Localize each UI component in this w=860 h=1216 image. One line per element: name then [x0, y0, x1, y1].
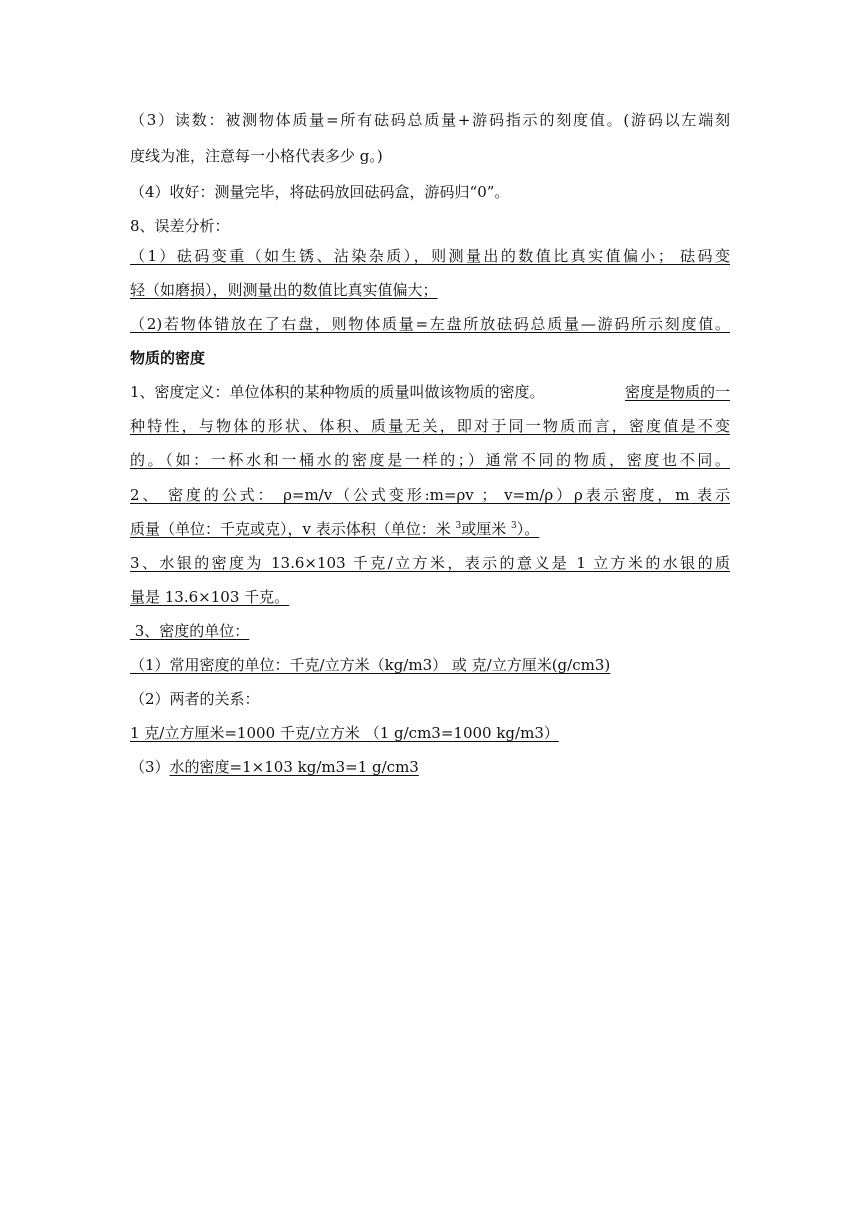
text-line-water-density — [130, 757, 419, 777]
text-line-density-units — [130, 519, 539, 539]
text-line-density-example: 的。（如：一杯水和一桶水的密度是一样的；）通常不同的物质，密度也不同。 — [130, 451, 730, 469]
text-line-density-def — [130, 382, 730, 402]
superscript-3: 3 — [455, 521, 462, 531]
water-density-value: 水的密度=1×103 kg/m3=1 g/cm3 — [169, 758, 419, 776]
text-line-density-formula: 2、 密度的公式： ρ=m/v（公式变形:m=ρv ； v=m/ρ）ρ表示密度，m 表示 — [130, 486, 730, 504]
units-part-1: 质量（单位：千克或克），v 表示体积（单位：米 — [130, 520, 456, 538]
text-line-conversion: 1 克/立方厘米=1000 千克/立方米 （1 g/cm3=1000 kg/m3） — [130, 724, 559, 742]
units-part-3: ）。 — [516, 520, 540, 538]
density-def-plain: 1、密度定义：单位体积的某种物质的质量叫做该物质的密度。 — [130, 383, 545, 401]
section-heading-density: 物质的密度 — [130, 349, 206, 367]
text-line-relation: （2）两者的关系： — [130, 690, 260, 708]
text-line-mercury: 3、水银的密度为 13.6×103 千克/立方米，表示的意义是 1 立方米的水银的质 — [130, 554, 730, 572]
density-def-underlined: 密度是物质的一 — [624, 383, 730, 401]
text-line-common-units: （1）常用密度的单位：千克/立方米（kg/m3） 或 克/立方厘米(g/cm3) — [130, 656, 611, 674]
text-line-density-property: 种特性，与物体的形状、体积、质量无关，即对于同一物质而言，密度值是不变 — [130, 417, 730, 435]
text-line-density-unit-heading: 3、密度的单位： — [130, 622, 250, 640]
superscript-3: 3 — [511, 521, 517, 531]
text-line-reading-cont: 度线为准，注意每一小格代表多少 g。) — [130, 147, 383, 165]
text-line-reading: （3）读数：被测物体质量=所有砝码总质量+游码指示的刻度值。(游码以左端刻 — [130, 111, 730, 129]
text-line-error-2: （2)若物体错放在了右盘，则物体质量=左盘所放砝码总质量—游码所示刻度值。 — [130, 315, 730, 333]
text-line-error-1-cont: 轻（如磨损），则测量出的数值比真实值偏大； — [130, 281, 438, 299]
text-line-error-1: （1）砝码变重（如生锈、沾染杂质），则测量出的数值比真实值偏小； 砝码变 — [130, 247, 730, 265]
water-density-prefix: （3） — [130, 758, 170, 776]
section-error-analysis: 8、误差分析： — [130, 217, 230, 235]
text-line-mercury-cont: 量是 13.6×103 千克。 — [130, 588, 290, 606]
text-line-cleanup: （4）收好：测量完毕，将砝码放回砝码盒，游码归“0”。 — [130, 183, 510, 201]
units-part-2: 或厘米 — [461, 520, 512, 538]
